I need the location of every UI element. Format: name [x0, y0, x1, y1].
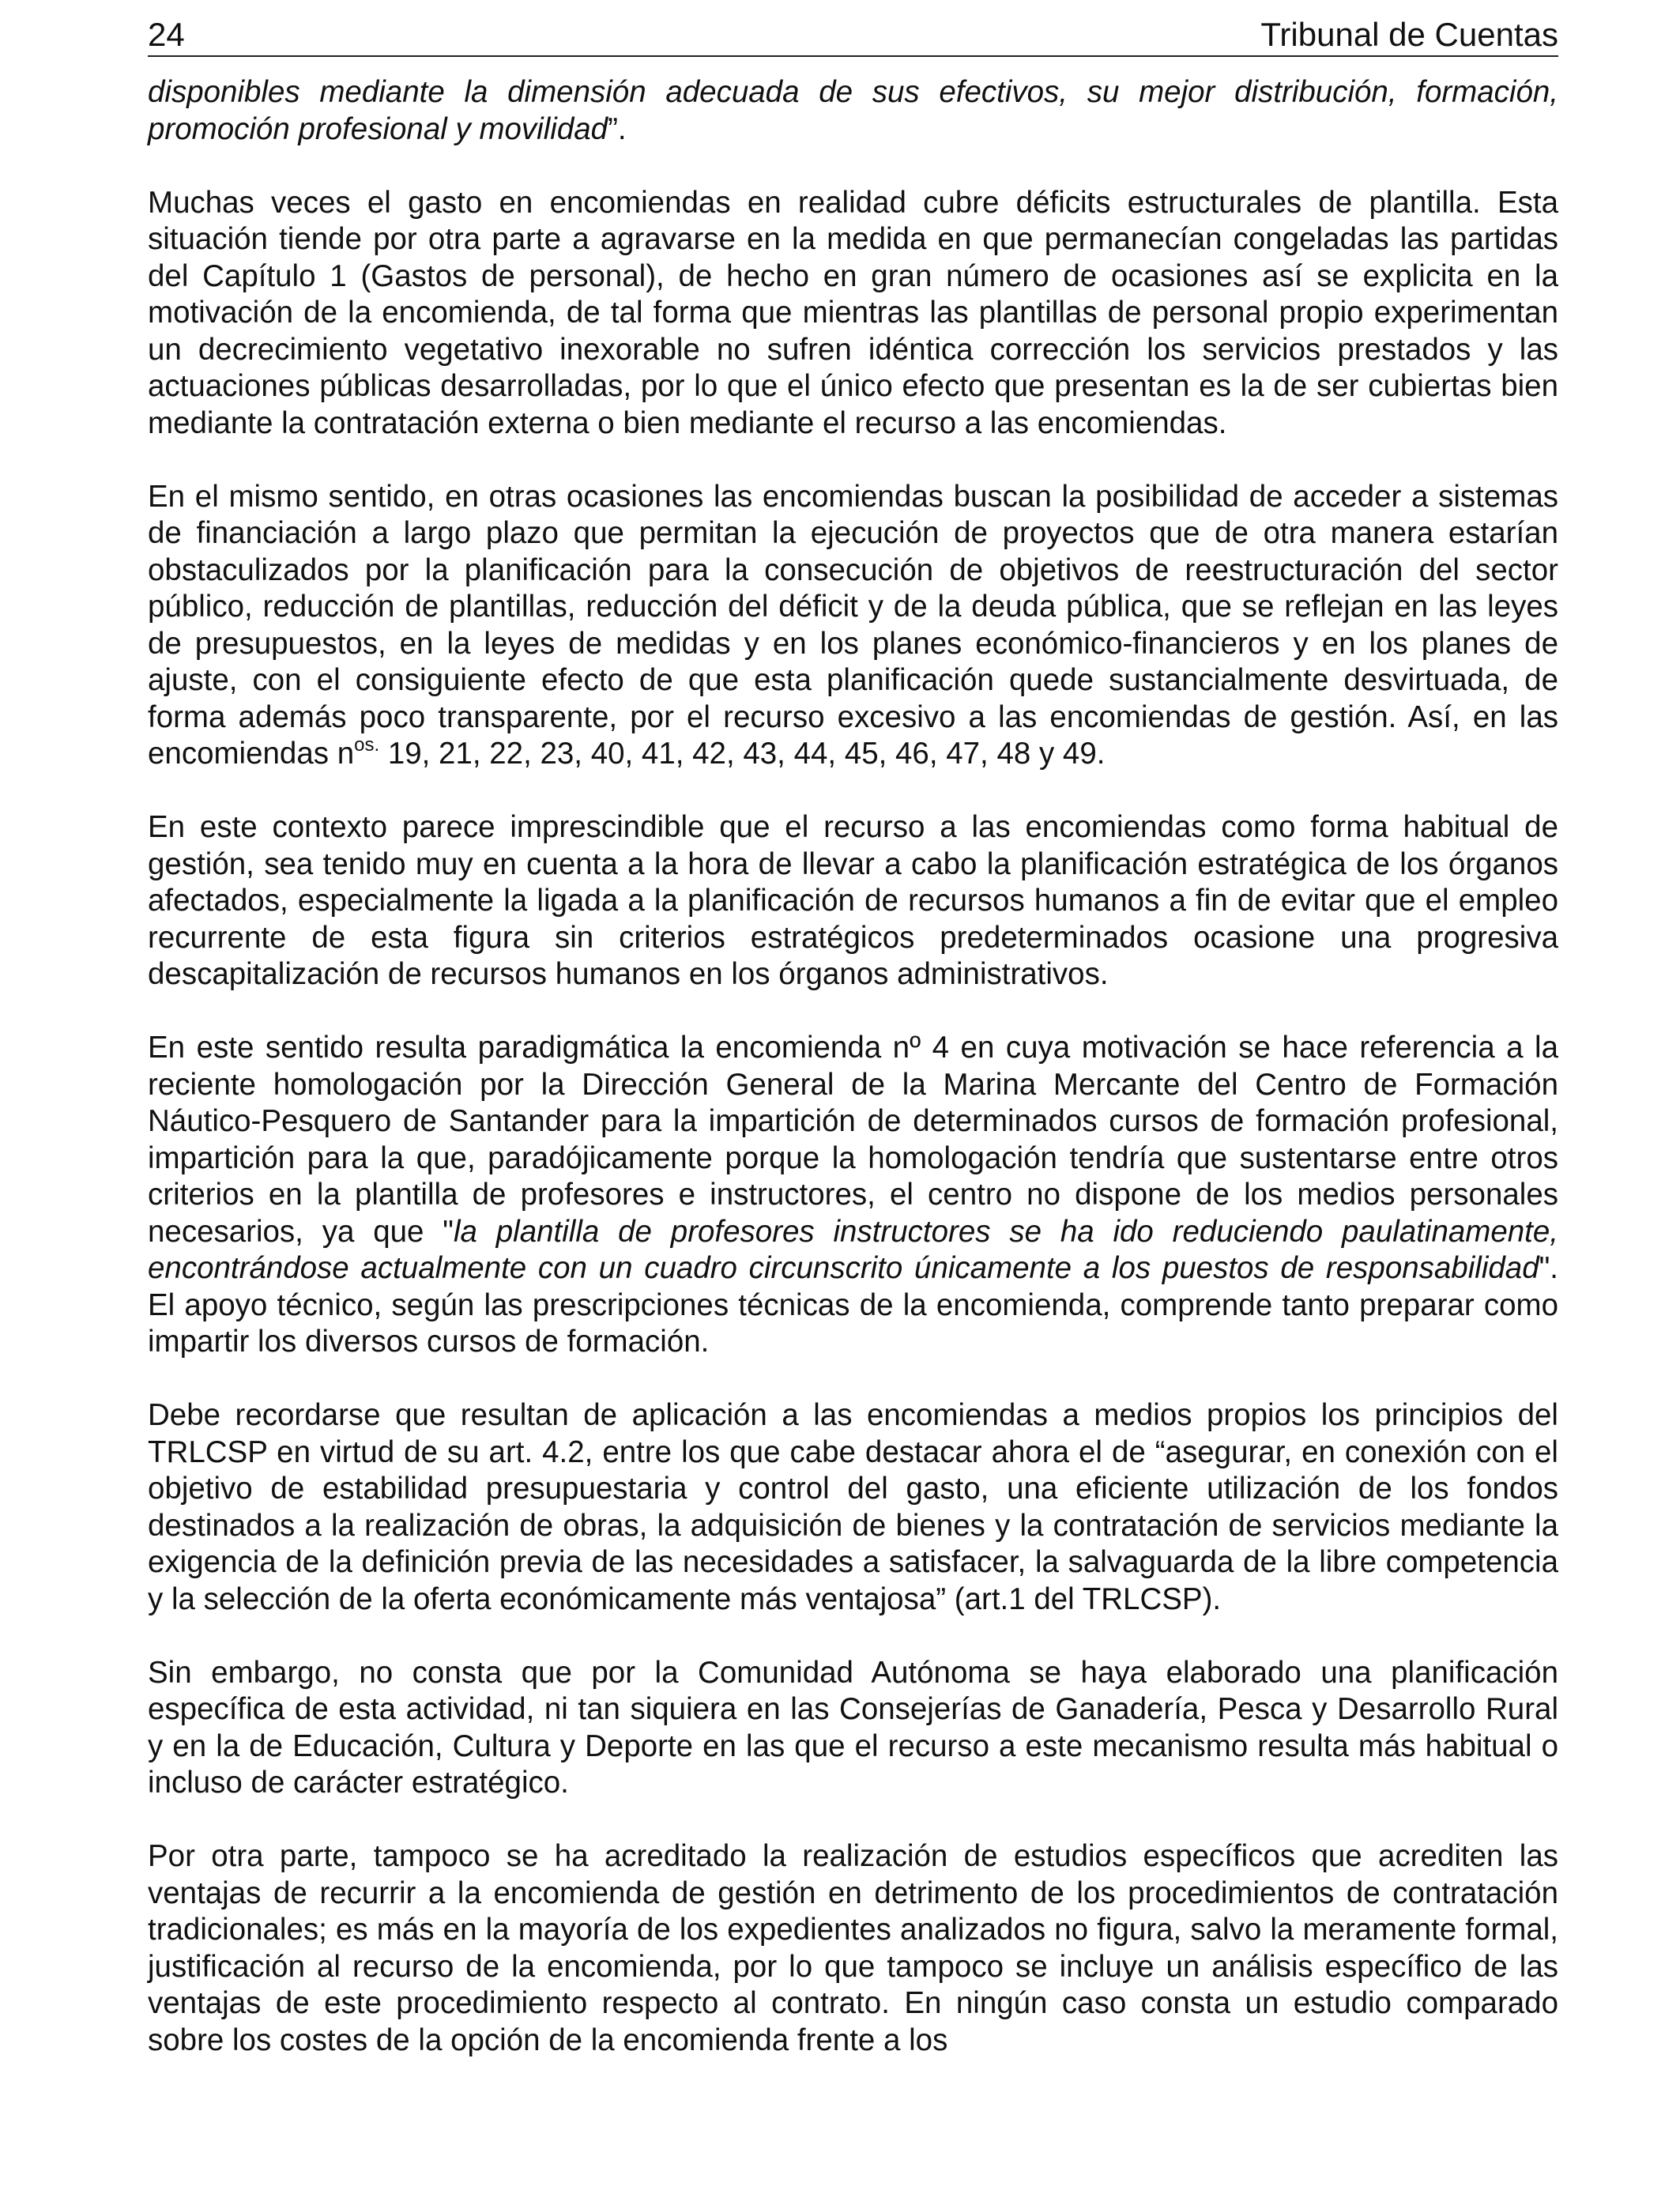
paragraph-5	[148, 1030, 1558, 1361]
paragraph-4: En este contexto parece imprescindible que el recurso a las encomiendas como forma habitual de gestión, sea tenido muy en cuenta a la hora de llevar a cabo la planificación estratégica de los órganos afectados, especialmente la ligada a la planificación de recursos humanos a fin de evitar que el empleo recurrente de esta figura sin criterios estratégicos predeterminados ocasione una progresiva descapitalización de recursos humanos en los órganos administrativos.	[148, 810, 1558, 991]
paragraph-6: Debe recordarse que resultan de aplicación a las encomiendas a medios propios los principios del TRLCSP en virtud de su art. 4.2, entre los que cabe destacar ahora el de “asegurar, en conexión con el objetivo de estabilidad presupuestaria y control del gasto, una eficiente utilización de los fondos destinados a la realización de obras, la adquisición de bienes y la contratación de servicios mediante la exigencia de la definición previa de las necesidades a satisfacer, la salvaguarda de la libre competencia y la selección de la oferta económicamente más ventajosa” (art.1 del TRLCSP).	[148, 1398, 1558, 1616]
paragraph-5-text: En este sentido resulta paradigmática la encomienda nº 4 en cuya motivación se hace referencia a la reciente homologación por la Dirección General de la Marina Mercante del Centro de Formación Náutico-Pesquero de Santander para la impartición de determinados cursos de formación profesional, impartición para la que, paradójicamente porque la homologación tendría que sustentarse entre otros criterios en la plantilla de profesores e instructores, el centro no dispone de los medios personales necesarios, ya que "	[148, 1031, 1558, 1249]
ordinal-superscript: os.	[354, 734, 380, 756]
quote-end: ”.	[608, 111, 627, 146]
paragraph-8: Por otra parte, tampoco se ha acreditado la realización de estudios específicos que acrediten las ventajas de recurrir a la encomienda de gestión en detrimento de los procedimientos de contratación tradicionales; es más en la mayoría de los expedientes analizados no figura, salvo la meramente formal, justificación al recurso de la encomienda, por lo que tampoco se incluye un análisis específico de las ventajas de este procedimiento respecto al contrato. En ningún caso consta un estudio comparado sobre los costes de la opción de la encomienda frente a los	[148, 1839, 1558, 2057]
paragraph-7: Sin embargo, no consta que por la Comunidad Autónoma se haya elaborado una planificación específica de esta actividad, ni tan siquiera en las Consejerías de Ganadería, Pesca y Desarrollo Rural y en la de Educación, Cultura y Deporte en las que el recurso a este mecanismo resulta más habitual o incluso de carácter estratégico.	[148, 1655, 1558, 1800]
paragraph-1	[148, 74, 1558, 148]
paragraph-3	[148, 479, 1558, 773]
encomienda-numbers: 19, 21, 22, 23, 40, 41, 42, 43, 44, 45, 46, 47, 48 y 49.	[379, 737, 1106, 771]
paragraph-3-text: En el mismo sentido, en otras ocasiones las encomiendas buscan la posibilidad de acceder a sistemas de financiación a largo plazo que permitan la ejecución de proyectos que de otra manera estarían obstaculizados por la planificación para la consecución de objetivos de reestructuración del sector público, reducción de plantillas, reducción del déficit y de la deuda pública, que se reflejan en las leyes de presupuestos, en la leyes de medidas y en los planes económico-financieros y en los planes de ajuste, con el consiguiente efecto de que esta planificación quede sustancialmente desvirtuada, de forma además poco transparente, por el recurso excesivo a las encomiendas de gestión. Así, en las encomiendas n	[148, 479, 1558, 771]
paragraph-2: Muchas veces el gasto en encomiendas en realidad cubre déficits estructurales de plantilla. Esta situación tiende por otra parte a agravarse en la medida en que permanecían congeladas las partidas del Capítulo 1 (Gastos de personal), de hecho en gran número de ocasiones así se explicita en la motivación de la encomienda, de tal forma que mientras las plantillas de personal propio experimentan un decrecimiento vegetativo inexorable no sufren idéntica corrección los servicios prestados y las actuaciones públicas desarrolladas, por lo que el único efecto que presentan es la de ser cubiertas bien mediante la contratación externa o bien mediante el recurso a las encomiendas.	[148, 185, 1558, 440]
document-body	[148, 74, 1558, 2059]
paragraph-5-quote: la plantilla de profesores instructores se ha ido reduciendo paulatinamente, encontrándose actualmente con un cuadro circunscrito únicamente a los puestos de responsabilidad	[148, 1214, 1558, 1285]
page-number: 24	[148, 16, 185, 53]
document-page	[148, 14, 1558, 2059]
running-title: Tribunal de Cuentas	[1260, 16, 1558, 53]
quote-continuation: disponibles mediante la dimensión adecuada de sus efectivos, su mejor distribución, formación, promoción profesional y movilidad	[148, 75, 1558, 146]
page-header	[148, 14, 1558, 57]
paragraph-5-end: ". El apoyo técnico, según las prescripciones técnicas de la encomienda, comprende tanto preparar como impartir los diversos cursos de formación.	[148, 1251, 1558, 1359]
